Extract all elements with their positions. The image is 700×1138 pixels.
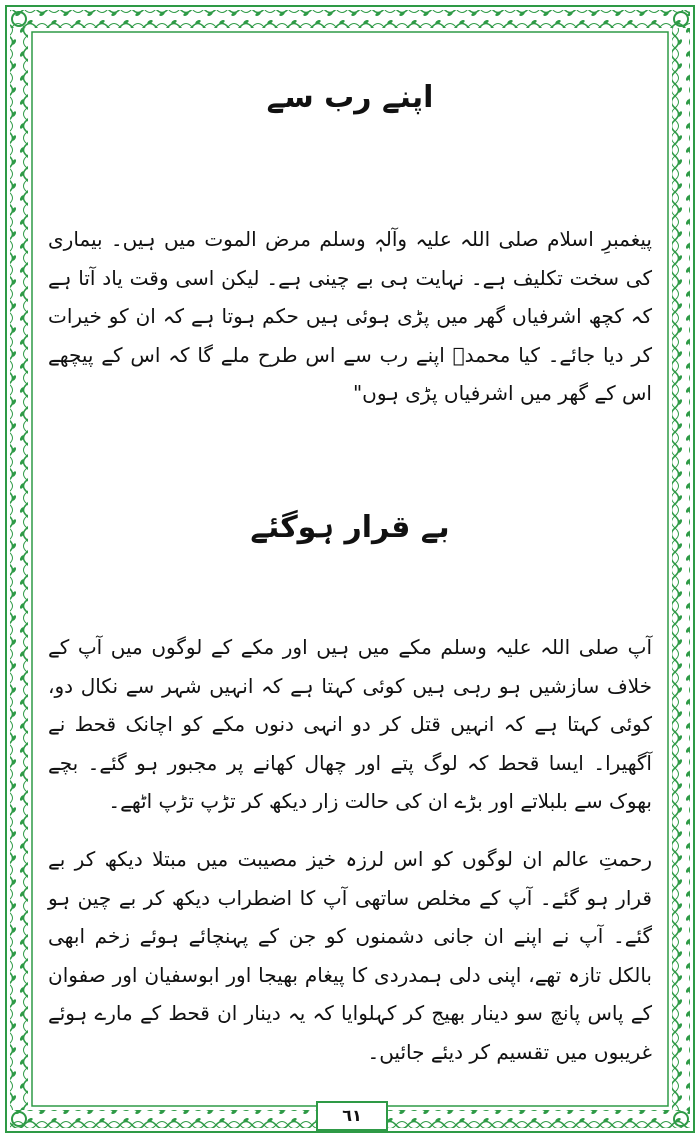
section-heading-from-his-lord: اپنے رب سے — [266, 80, 434, 115]
paragraph-3: رحمتِ عالم ان لوگوں کو اس لرزہ خیز مصیبت میں مبتلا دیکھ کر بے قرار ہو گئے۔ آپ کے مخلص ساتھی آپ کا اضطراب دیکھ کر بے چین ہو گئے۔ آپ نے اپنے ان جانی دشمنوں کو جن کے پہنچائے ہوئے زخم ابھی بالکل تازہ تھے، اپنی دلی ہمدردی کا پیغام بھیجا اور ابوسفیان اور صفوان کے پاس پانچ سو دینار بھیج کر کہلوایا کہ یہ دینار ان قحط کے مارے ہوئے غریبوں میں تقسیم کر دیئے جائیں۔ — [48, 847, 652, 1064]
section-heading-became-restless: بے قرار ہوگئے — [250, 510, 450, 545]
page-number: ٦١ — [316, 1101, 388, 1131]
paragraph-1: پیغمبرِ اسلام صلی اللہ علیہ وآلہٖ وسلم مرض الموت میں ہیں۔ بیماری کی سخت تکلیف ہے۔ نہایت ہی بے چینی ہے۔ لیکن اسی وقت یاد آتا ہے کہ کچھ اشرفیاں گھر میں پڑی ہوئی ہیں حکم ہوتا ہے کہ ان کو خیرات کر دیا جائے۔ کیا محمدؐ اپنے رب سے اس طرح ملے گا کہ اس کے پیچھے اس کے گھر میں اشرفیاں پڑی ہوں" — [48, 227, 652, 405]
paragraph-2: آپ صلی اللہ علیہ وسلم مکے میں ہیں اور مکے کے لوگوں میں آپ کے خلاف سازشیں ہو رہی ہیں کوئی کہتا ہے کہ انہیں شہر سے نکال دو، کوئی کہتا ہے کہ انہیں قتل کر دو انہی دنوں مکے کو اچانک قحط نے آگھیرا۔ ایسا قحط کہ لوگ پتے اور چھال کھانے پر مجبور ہو گئے۔ بچے بھوک سے بلبلاتے اور بڑے ان کی حالت زار دیکھ کر تڑپ تڑپ اٹھے۔ — [48, 635, 652, 813]
page-content — [48, 60, 652, 1080]
